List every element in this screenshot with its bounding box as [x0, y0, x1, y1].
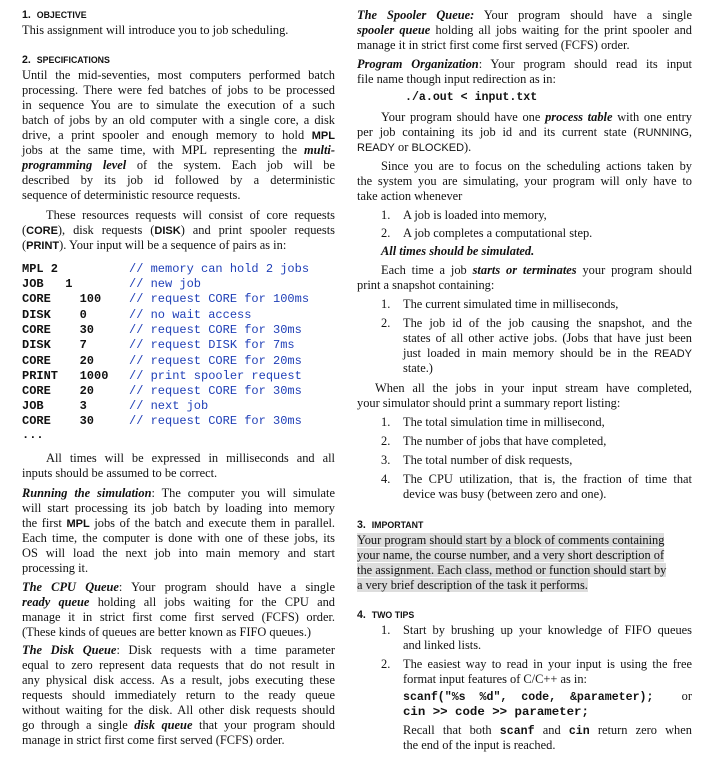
spec-line-4: batch of jobs by an old computer with a single core, a disk	[22, 113, 335, 127]
running-line-2: will start processing its job batch by loading into memory	[22, 501, 335, 515]
list-item: states of all other active jobs. (Jobs that have just been	[403, 331, 692, 345]
all-times-note: All times should be simulated.	[381, 244, 535, 258]
objective-text: This assignment will introduce you to job scheduling.	[22, 23, 289, 37]
list-item: The total simulation time in millisecond,	[403, 415, 605, 429]
org-line-1: Program Organization: Your program should read its input	[357, 57, 692, 71]
code-line: PRINT 1000	[22, 369, 109, 383]
code-line: CORE 30	[22, 323, 95, 337]
cpu-line-2: ready queue holding all jobs waiting for the CPU and	[22, 595, 335, 609]
code-comment: // print spooler request	[129, 369, 302, 383]
code-line: CORE 100	[22, 292, 102, 306]
list-item: format input features of C/C++ as in:	[403, 672, 587, 686]
list-number: 4.	[381, 472, 391, 486]
resources-line-1: These resources requests will consist of core requests	[46, 208, 335, 222]
code-line: JOB 3	[22, 399, 87, 413]
list-item: and linked lists.	[403, 638, 482, 652]
times-line-2: inputs should be assumed to be correct.	[22, 466, 218, 480]
code-line: MPL 2	[22, 262, 59, 276]
important-line-4: a very brief description of the task it performs.	[357, 578, 588, 592]
list-number: 3.	[381, 453, 391, 467]
list-item: state.)	[403, 361, 433, 375]
disk-line-4: requests should immediately return to the ready queue	[22, 688, 335, 702]
code-comment: // new job	[129, 277, 202, 291]
list-item: The easiest way to read in your input is using the free	[403, 657, 692, 671]
focus-line-1: Since you are to focus on the scheduling actions taken by	[381, 159, 692, 173]
code-comment: // request CORE for 100ms	[129, 292, 310, 306]
objective-heading: 1. OBJECTIVE	[22, 9, 87, 21]
code-comment: // request CORE for 30ms	[129, 414, 302, 428]
important-line-2: your name, the course number, and a very short description of	[357, 548, 665, 562]
list-number: 1.	[381, 415, 391, 429]
spec-line-2: processing. There were fed batches of jobs to be processed	[22, 83, 335, 97]
snapshot-line-1: Each time a job starts or terminates your program should	[381, 263, 692, 277]
tips-heading: 4. TWO TIPS	[357, 609, 415, 621]
spec-line-6: jobs at the same time, with MPL representing the multi-	[22, 143, 335, 157]
disk-line-7: manage in strict first come first served (FCFS) order.	[22, 733, 285, 747]
summary-line-2: your simulator should print a summary report listing:	[357, 396, 621, 410]
times-line-1: All times will be expressed in milliseconds and all	[46, 451, 335, 465]
spec-line-1: Until the mid-seventies, most computers performed batch	[22, 68, 335, 82]
cpu-line-1: The CPU Queue: Your program should have a single	[22, 580, 335, 594]
recall-line-2: the end of the input is reached.	[403, 738, 556, 752]
spec-line-7: programming level of the system. Each job will be	[22, 158, 335, 172]
disk-line-2: equal to zero represent data requests that do not result in	[22, 658, 335, 672]
spec-line-8: described by its job id followed by a deterministic	[22, 173, 335, 187]
spec-line-3: in sequence You are to simulate the execution of a such	[22, 98, 335, 112]
code-line: JOB 1	[22, 277, 73, 291]
code-ellipsis: ...	[22, 428, 44, 442]
disk-line-5: without waiting for the disk. All other disk requests should	[22, 703, 335, 717]
list-number: 1.	[381, 297, 391, 311]
resources-line-3: (PRINT). Your input will be a sequence of pairs as in:	[22, 238, 287, 252]
table-line-2: per job containing its job id and its current state (RUNNING,	[357, 125, 692, 139]
list-item: Start by brushing up your knowledge of FIFO queues	[403, 623, 692, 637]
list-number: 2.	[381, 316, 391, 330]
focus-line-2: the system you are simulating, your program will only have to	[357, 174, 692, 188]
recall-line-1: Recall that both scanf and cin return zero when	[403, 723, 692, 738]
spooler-line-2: spooler queue holding all jobs waiting for the print spooler and	[357, 23, 693, 37]
list-item: A job completes a computational step.	[403, 226, 593, 240]
running-line-1: Running the simulation: The computer you will simulate	[22, 486, 335, 500]
list-item: A job is loaded into memory,	[403, 208, 547, 222]
code-line: DISK 0	[22, 308, 87, 322]
list-item: device was busy (between zero and one).	[403, 487, 607, 501]
code-comment: // request DISK for 7ms	[129, 338, 295, 352]
code-comment: // request CORE for 30ms	[129, 323, 302, 337]
important-line-1: Your program should start by a block of comments containing	[357, 533, 665, 547]
code-comment: // memory can hold 2 jobs	[129, 262, 310, 276]
snapshot-line-2: print a snapshot containing:	[357, 278, 495, 292]
spooler-line-3: manage it in strict first come first served (FCFS) order.	[357, 38, 630, 52]
cpu-line-3: manage it in strict first come first served (FCFS) order.	[22, 610, 335, 624]
important-heading: 3. IMPORTANT	[357, 519, 424, 531]
list-item: The number of jobs that have completed,	[403, 434, 607, 448]
cin-line: cin >> code >> parameter;	[403, 705, 589, 719]
code-comment: // no wait access	[129, 308, 252, 322]
list-number: 2.	[381, 226, 391, 240]
list-number: 2.	[381, 657, 391, 671]
code-line: CORE 20	[22, 354, 95, 368]
list-number: 1.	[381, 208, 391, 222]
resources-line-2: (CORE), disk requests (DISK) and print spooler requests	[22, 223, 336, 237]
code-comment: // request CORE for 20ms	[129, 354, 302, 368]
list-item: The current simulated time in milliseconds,	[403, 297, 619, 311]
org-line-2: file name though input redirection as in:	[357, 72, 556, 86]
important-line-3: the assignment. Each class, method or function should start by	[357, 563, 667, 577]
code-line: CORE 30	[22, 414, 95, 428]
command-line: ./a.out < input.txt	[405, 91, 538, 104]
summary-line-1: When all the jobs in your input stream have completed,	[375, 381, 692, 395]
list-item: The job id of the job causing the snapshot, and the	[403, 316, 692, 330]
disk-line-3: any physical disk access. As a result, jobs executing these	[22, 673, 335, 687]
list-item: just loaded in main memory should be in the READY	[403, 346, 692, 360]
scanf-line: scanf("%s %d", code, &parameter); or	[403, 689, 692, 704]
spooler-line-1: The Spooler Queue: Your program should have a single	[357, 8, 692, 22]
table-line-3: READY or BLOCKED).	[357, 140, 472, 154]
code-comment: // request CORE for 30ms	[129, 384, 302, 398]
table-line-1: Your program should have one process table with one entry	[381, 110, 692, 124]
list-number: 1.	[381, 623, 391, 637]
focus-line-3: take action whenever	[357, 189, 463, 203]
running-line-3: the first MPL jobs of the batch and execute them in parallel.	[22, 516, 335, 530]
spec-line-9: sequence of deterministic resource requests.	[22, 188, 241, 202]
code-line: CORE 20	[22, 384, 95, 398]
cpu-line-4: (These kinds of queues are better known as FIFO queues.)	[22, 625, 312, 639]
specifications-heading: 2. SPECIFICATIONS	[22, 54, 110, 66]
spec-line-5: drive, a print spooler and enough memory to hold MPL	[22, 128, 335, 142]
disk-line-6: go through a single disk queue that your program should	[22, 718, 335, 732]
list-item: The CPU utilization, that is, the fraction of time that	[403, 472, 692, 486]
code-comment: // next job	[129, 399, 209, 413]
running-line-5: OS will load the next job into main memory and start	[22, 546, 335, 560]
running-line-6: processing it.	[22, 561, 89, 575]
disk-line-1: The Disk Queue: Disk requests with a time parameter	[22, 643, 335, 657]
list-item: The total number of disk requests,	[403, 453, 573, 467]
running-line-4: Each time, the computer is done with one of these jobs, its	[22, 531, 335, 545]
code-line: DISK 7	[22, 338, 87, 352]
list-number: 2.	[381, 434, 391, 448]
